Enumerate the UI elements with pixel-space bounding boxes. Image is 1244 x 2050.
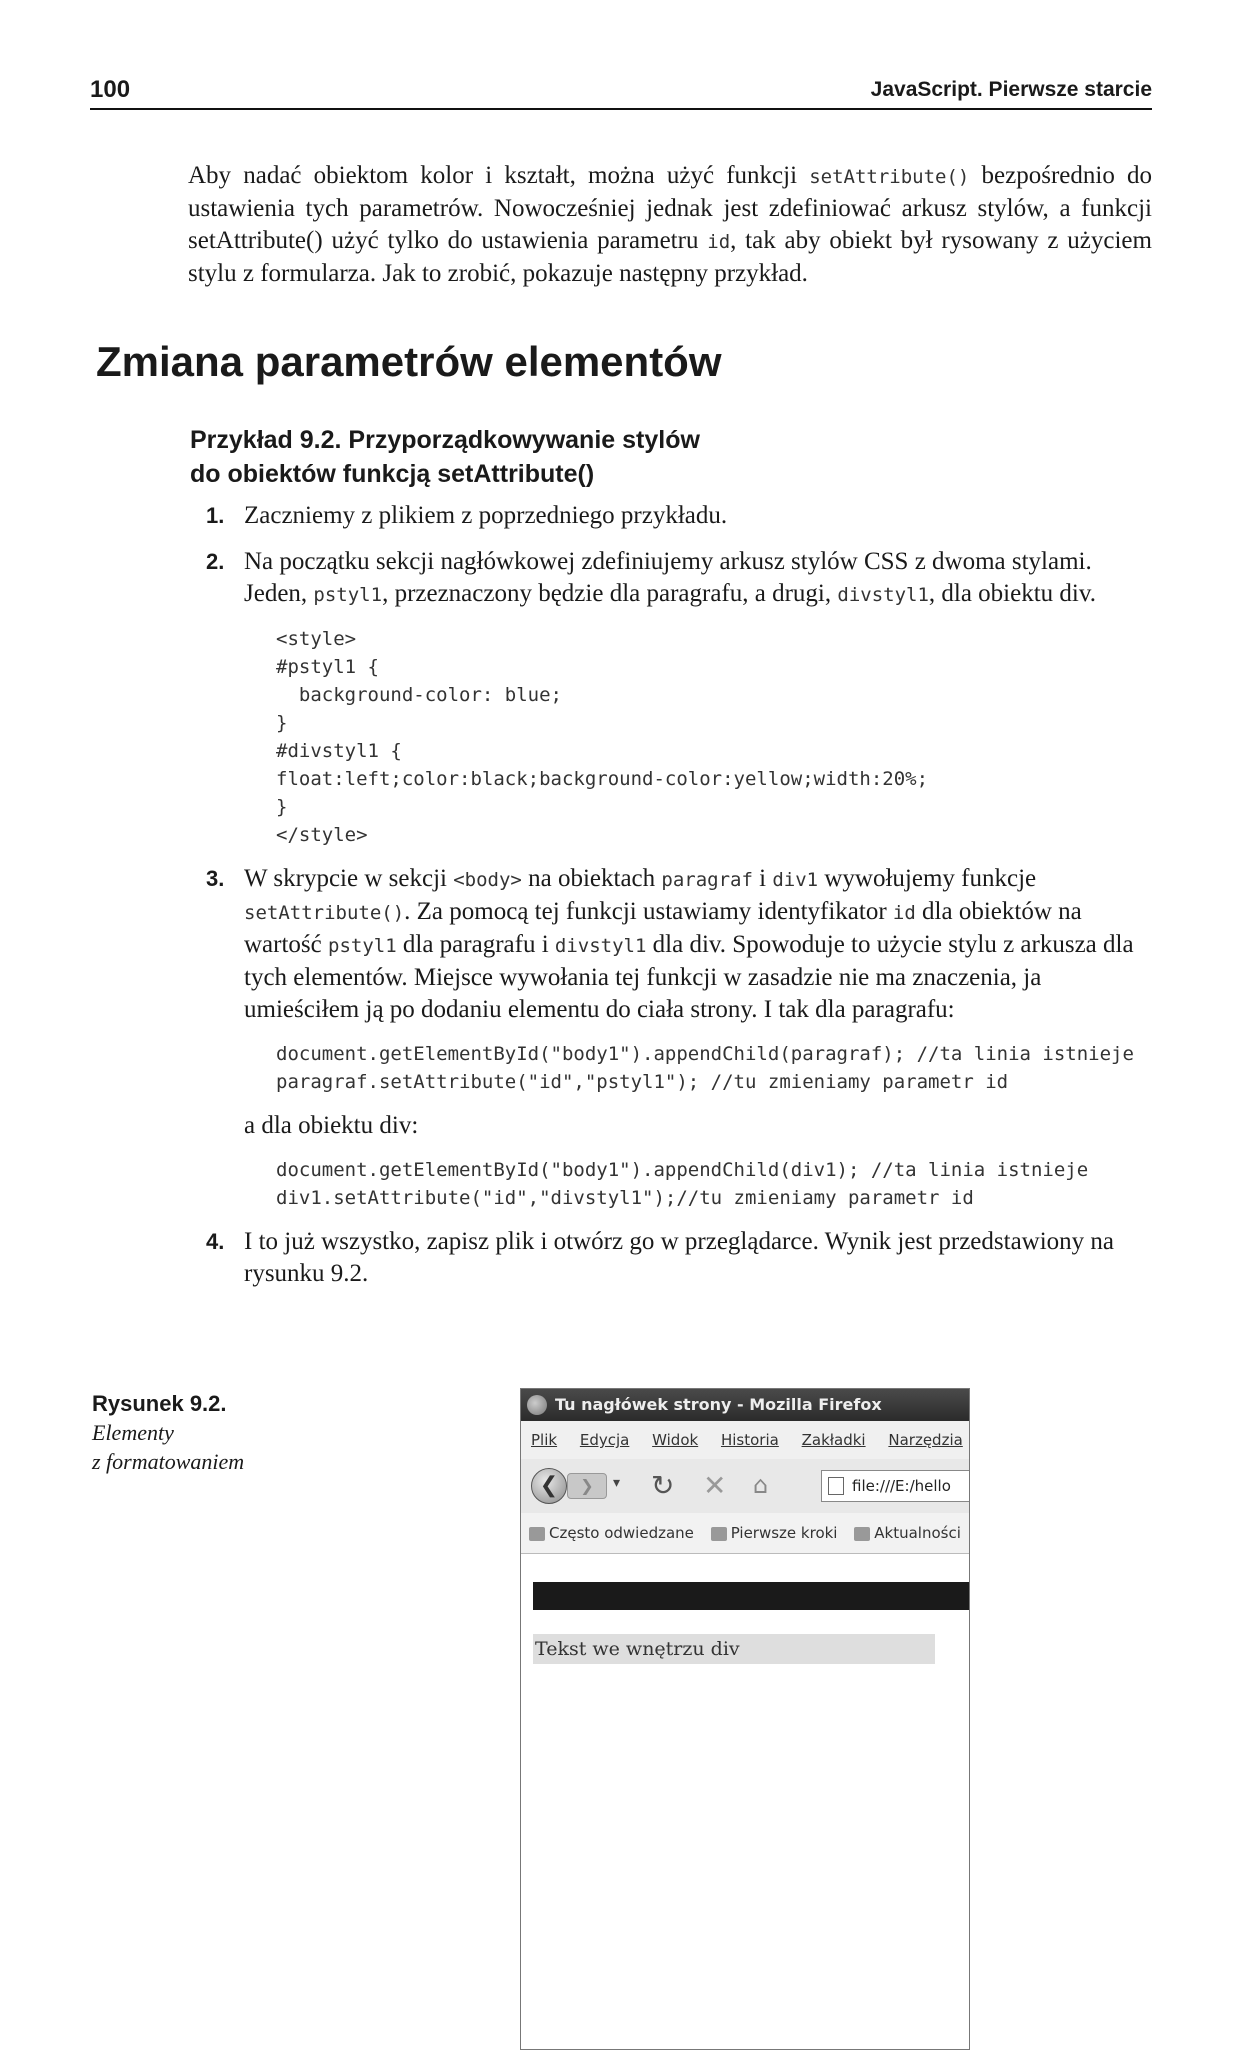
step-4	[200, 1226, 1152, 1290]
intro-text-1: Aby nadać obiektom kolor i kształt, można użyć funkcji	[188, 162, 810, 189]
browser-navigation-bar	[521, 1459, 969, 1514]
styled-div: Tekst we wnętrzu div	[533, 1634, 935, 1664]
figure-caption-line2: z formatowaniem	[92, 1449, 245, 1474]
intro-code-2: id	[707, 231, 731, 253]
menu-item-narzedzia[interactable]: Narzędzia	[888, 1431, 963, 1449]
step-text-part: na obiektach	[521, 865, 662, 892]
inline-code: divstyl1	[837, 584, 929, 606]
bookmark-label: Aktualności	[874, 1524, 961, 1542]
history-dropdown-icon[interactable]: ▾	[613, 1475, 621, 1491]
url-text: file:///E:/hello	[852, 1477, 951, 1495]
menu-item-zakladki[interactable]: Zakładki	[801, 1431, 866, 1449]
intro-code-1: setAttribute()	[809, 166, 970, 188]
step-number: 1.	[206, 503, 225, 528]
inline-code: id	[892, 902, 916, 924]
step-text	[244, 546, 1152, 611]
step-text: a dla obiektu div:	[244, 1112, 419, 1139]
bookmark-pierwsze-kroki[interactable]	[711, 1524, 838, 1542]
step-text-part: , dla obiektu div.	[928, 580, 1096, 607]
inline-code: pstyl1	[313, 584, 383, 606]
step-text: I to już wszystko, zapisz plik i otwórz go w przeglądarce. Wynik jest przedstawiony na rysunku 9.2.	[244, 1228, 1115, 1287]
step-text-part: dla div. Spowoduje to użycie stylu z arkusza dla tych elementów. Miejsce wywołania tej funkcji w zasadzie nie ma znaczenia, ja umieściłem ją po dodaniu elementu do ciała strony. I tak dla paragrafu:	[244, 931, 1134, 1023]
step-text-part: dla obiektów na wartość	[244, 898, 1082, 958]
inline-code: paragraf	[661, 869, 753, 891]
running-header	[90, 72, 1152, 110]
intro-text-2: bezpośrednio do ustawienia tych parametrów. Nowocześniej jednak jest zdefiniować arkusz stylów, a funkcji setAttribute() użyć tylko do ustawienia parametru	[188, 162, 1152, 254]
styled-paragraph	[533, 1582, 969, 1610]
figure-label: Rysunek 9.2.	[92, 1391, 227, 1416]
example-heading-line1: Przykład 9.2. Przyporządkowywanie stylów	[190, 426, 700, 454]
page-icon	[828, 1477, 844, 1495]
step-text-part: . Za pomocą tej funkcji ustawiamy identyfikator	[404, 898, 893, 925]
css-code-block: <style> #pstyl1 { background-color: blue; } #divstyl1 { float:left;color:black;background-color:yellow;width:20%; } </style>	[276, 628, 929, 846]
bookmarks-toolbar	[521, 1513, 969, 1554]
step-text-part: Na początku sekcji nagłówkowej zdefiniujemy arkusz stylów CSS z dwoma stylami. Jeden,	[244, 548, 1092, 607]
inline-code: divstyl1	[554, 935, 647, 957]
browser-screenshot	[520, 1388, 970, 2050]
step-number: 4.	[206, 1229, 225, 1254]
forward-arrow-icon[interactable]: ❯	[567, 1473, 607, 1499]
browser-title-bar	[521, 1389, 969, 1421]
firefox-bookmark-icon	[711, 1527, 727, 1541]
steps-list	[200, 500, 1152, 1304]
step-1	[200, 500, 1152, 532]
step-text-part: , przeznaczony będzie dla paragrafu, a drugi,	[382, 580, 838, 607]
intro-text-3: , tak aby obiekt był rysowany z użyciem stylu z formularza. Jak to zrobić, pokazuje następny przykład.	[188, 227, 1152, 287]
step-text-part: dla paragrafu i	[396, 931, 555, 958]
step-text-part: wywołujemy funkcje	[818, 865, 1037, 892]
js-code-block-div: document.getElementById("body1").appendChild(div1); //ta linia istnieje div1.setAttribute("id","divstyl1");//tu zmieniamy parametr id	[276, 1159, 1089, 1209]
rss-icon	[854, 1527, 870, 1541]
home-icon[interactable]: ⌂	[753, 1471, 769, 1499]
step-text-part: W skrypcie w sekcji	[244, 865, 454, 892]
example-heading	[190, 423, 890, 491]
url-input[interactable]	[821, 1470, 970, 1502]
step-text: Zaczniemy z plikiem z poprzedniego przykładu.	[244, 502, 728, 529]
menu-item-widok[interactable]: Widok	[652, 1431, 699, 1449]
bookmark-label: Często odwiedzane	[549, 1524, 694, 1542]
firefox-icon	[527, 1395, 547, 1415]
bookmark-label: Pierwsze kroki	[730, 1524, 838, 1542]
bookmark-czesto-odwiedzane[interactable]	[529, 1524, 694, 1542]
inline-code: setAttribute()	[244, 902, 405, 924]
page-number: 100	[90, 76, 131, 103]
book-title: JavaScript. Pierwsze starcie	[870, 78, 1152, 101]
stop-icon[interactable]: ✕	[703, 1469, 727, 1502]
bookmark-aktualnosci[interactable]	[854, 1524, 961, 1542]
browser-window-title: Tu nagłówek strony - Mozilla Firefox	[555, 1395, 882, 1414]
step-number: 3.	[206, 866, 225, 891]
inline-code: pstyl1	[328, 935, 397, 957]
bookmark-folder-icon	[529, 1527, 545, 1541]
menu-item-plik[interactable]: Plik	[531, 1431, 558, 1449]
section-heading: Zmiana parametrów elementów	[96, 338, 722, 385]
step-2	[200, 546, 1152, 849]
menu-item-edycja[interactable]: Edycja	[579, 1431, 630, 1449]
step-number: 2.	[206, 549, 225, 574]
back-arrow-icon[interactable]: ❮	[531, 1468, 567, 1504]
menu-item-historia[interactable]: Historia	[720, 1431, 779, 1449]
intro-paragraph	[188, 160, 1152, 290]
reload-icon[interactable]: ↻	[651, 1469, 675, 1502]
inline-code: div1	[772, 869, 819, 891]
browser-menubar	[521, 1421, 969, 1459]
inline-code: <body>	[453, 869, 522, 891]
browser-content-area	[521, 1554, 969, 2049]
step-3	[200, 863, 1152, 1212]
example-heading-line2: do obiektów funkcją setAttribute()	[190, 460, 595, 488]
step-text	[244, 863, 1152, 1026]
step-text-part: i	[752, 865, 773, 892]
figure-caption	[92, 1389, 292, 1476]
figure-caption-line1: Elementy	[92, 1420, 174, 1445]
js-code-block-paragraph: document.getElementById("body1").appendChild(paragraf); //ta linia istnieje paragraf.setAttribute("id","pstyl1"); //tu zmieniamy parametr id	[276, 1043, 1134, 1093]
